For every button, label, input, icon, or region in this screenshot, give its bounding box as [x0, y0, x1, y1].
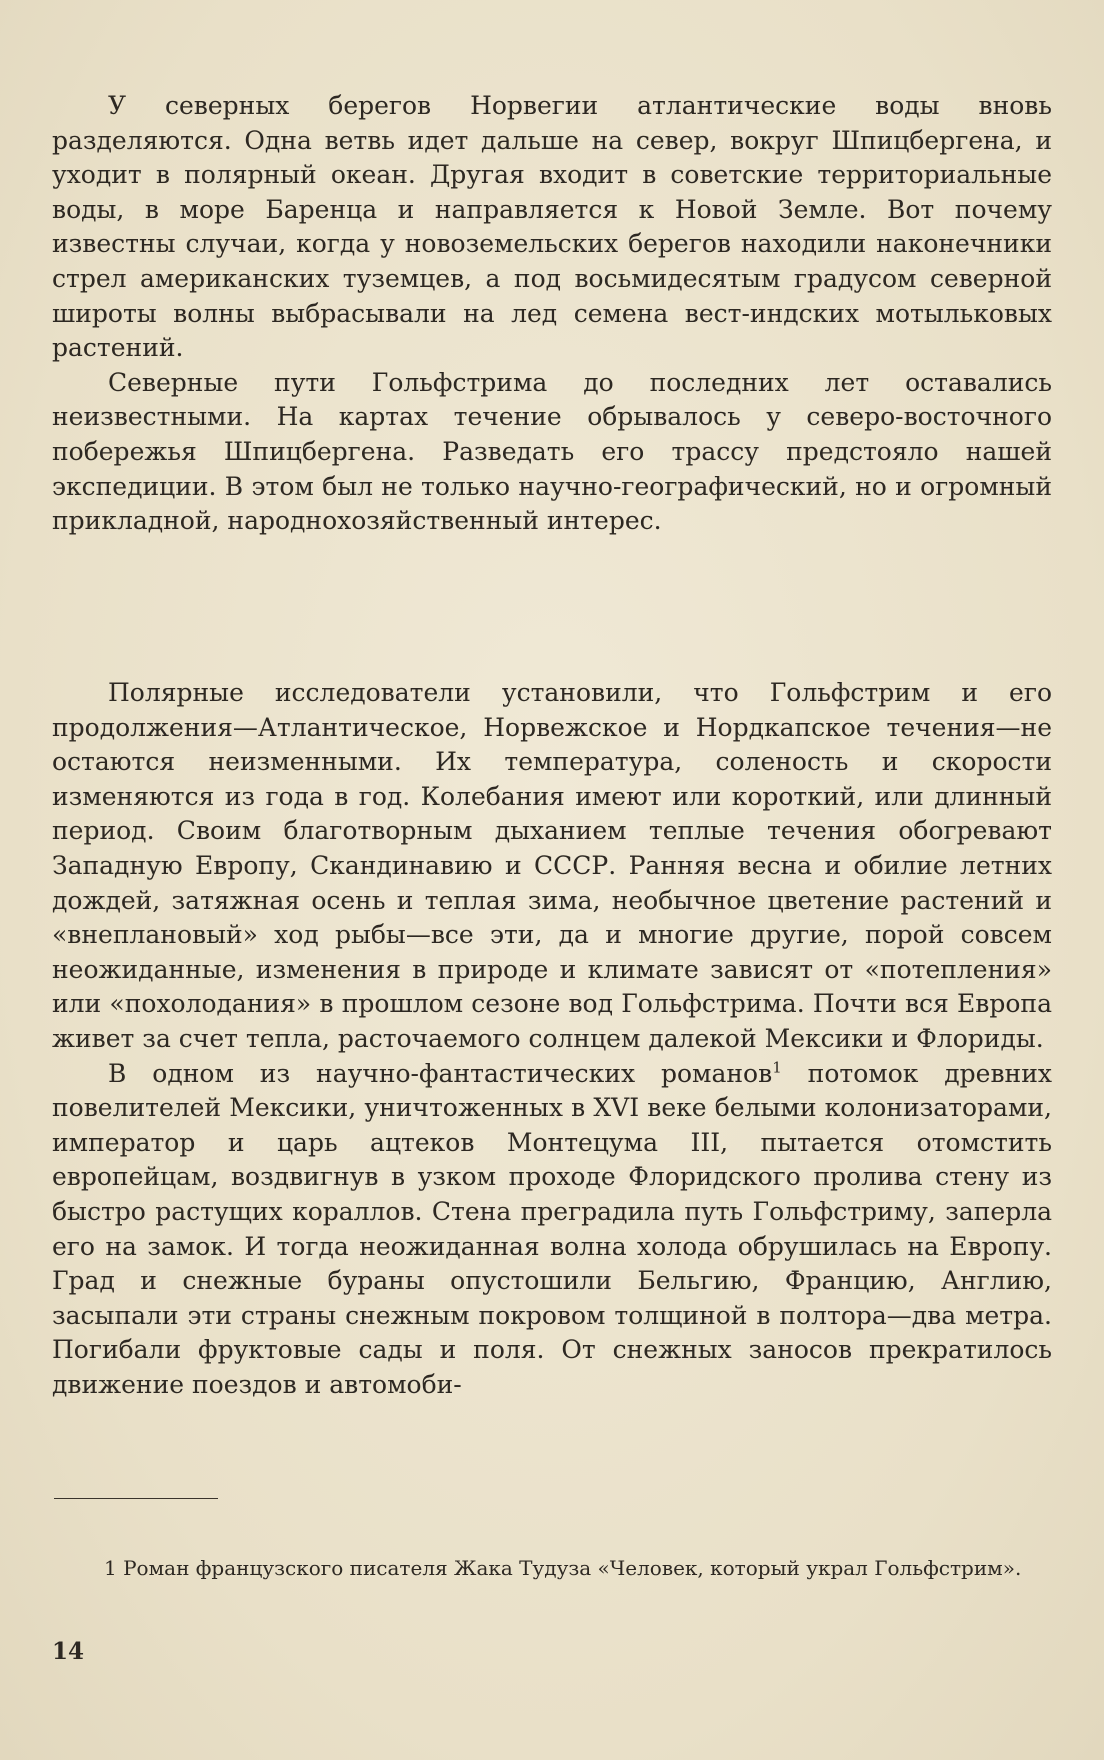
footnote-reference: 1: [772, 1058, 782, 1077]
paragraph: У северных берегов Норвегии атлантические воды вновь разделяются. Одна ветвь идет дальше на север, вокруг Шпицбергена, и уходит в полярный океан. Другая входит в советские территориальные воды, в море Баренца и направляется к Новой Земле. Вот почему известны случаи, когда у новоземельских берегов находили наконечники стрел американских туземцев, а под восьмидесятым градусом северной широты волны выбрасывали на лед семена вест-индских мотыльковых растений.: [52, 91, 1052, 363]
paragraph-text-after: потомок древних повелителей Мексики, уничтоженных в XVI веке белыми колонизаторами, император и царь ацтеков Монтецума III, пытается отомстить европейцам, воздвигнув в узком проходе Флоридского пролива стену из быстро растущих кораллов. Стена преградила путь Гольфстриму, заперла его на замок. И тогда неожиданная волна холода обрушилась на Европу. Град и снежные бураны опустошили Бельгию, Францию, Англию, засыпали эти страны снежным покровом толщиной в полтора—два метра. Погибали фруктовые сады и поля. От снежных заносов прекратилось движение поездов и автомоби-: [52, 1058, 1052, 1399]
footnote: [52, 1553, 1056, 1584]
text-section-1: [52, 89, 1052, 539]
paragraph-with-footnote-ref: [52, 1057, 1052, 1403]
paragraph-text-before: В одном из научно-фантастических романов: [108, 1058, 773, 1088]
footnote-separator: [54, 1498, 218, 1499]
footnote-text: Роман французского писателя Жака Тудуза «Человек, который украл Гольфстрим».: [123, 1556, 1022, 1580]
footnote-mark: 1: [104, 1556, 117, 1580]
text-section-2: [52, 676, 1052, 1402]
paragraph: Северные пути Гольфстрима до последних лет оставались неизвестными. На картах течение обрывалось у северо-восточного побережья Шпицбергена. Разведать его трассу предстояло нашей экспедиции. В этом был не только научно-географический, но и огромный прикладной, народнохозяйственный интерес.: [52, 367, 1052, 536]
paragraph: Полярные исследователи установили, что Гольфстрим и его продолжения—Атлантическое, Норвежское и Нордкапское течения—не остаются неизменными. Их температура, соленость и скорости изменяются из года в год. Колебания имеют или короткий, или длинный период. Своим благотворным дыханием теплые течения обогревают Западную Европу, Скандинавию и СССР. Ранняя весна и обилие летних дождей, затяжная осень и теплая зима, необычное цветение растений и «внеплановый» ход рыбы—все эти, да и многие другие, порой совсем неожиданные, изменения в природе и климате зависят от «потепления» или «похолодания» в прошлом сезоне вод Гольфстрима. Почти вся Европа живет за счет тепла, расточаемого солнцем далекой Мексики и Флориды.: [52, 678, 1052, 1053]
page-number: 14: [52, 1638, 85, 1665]
